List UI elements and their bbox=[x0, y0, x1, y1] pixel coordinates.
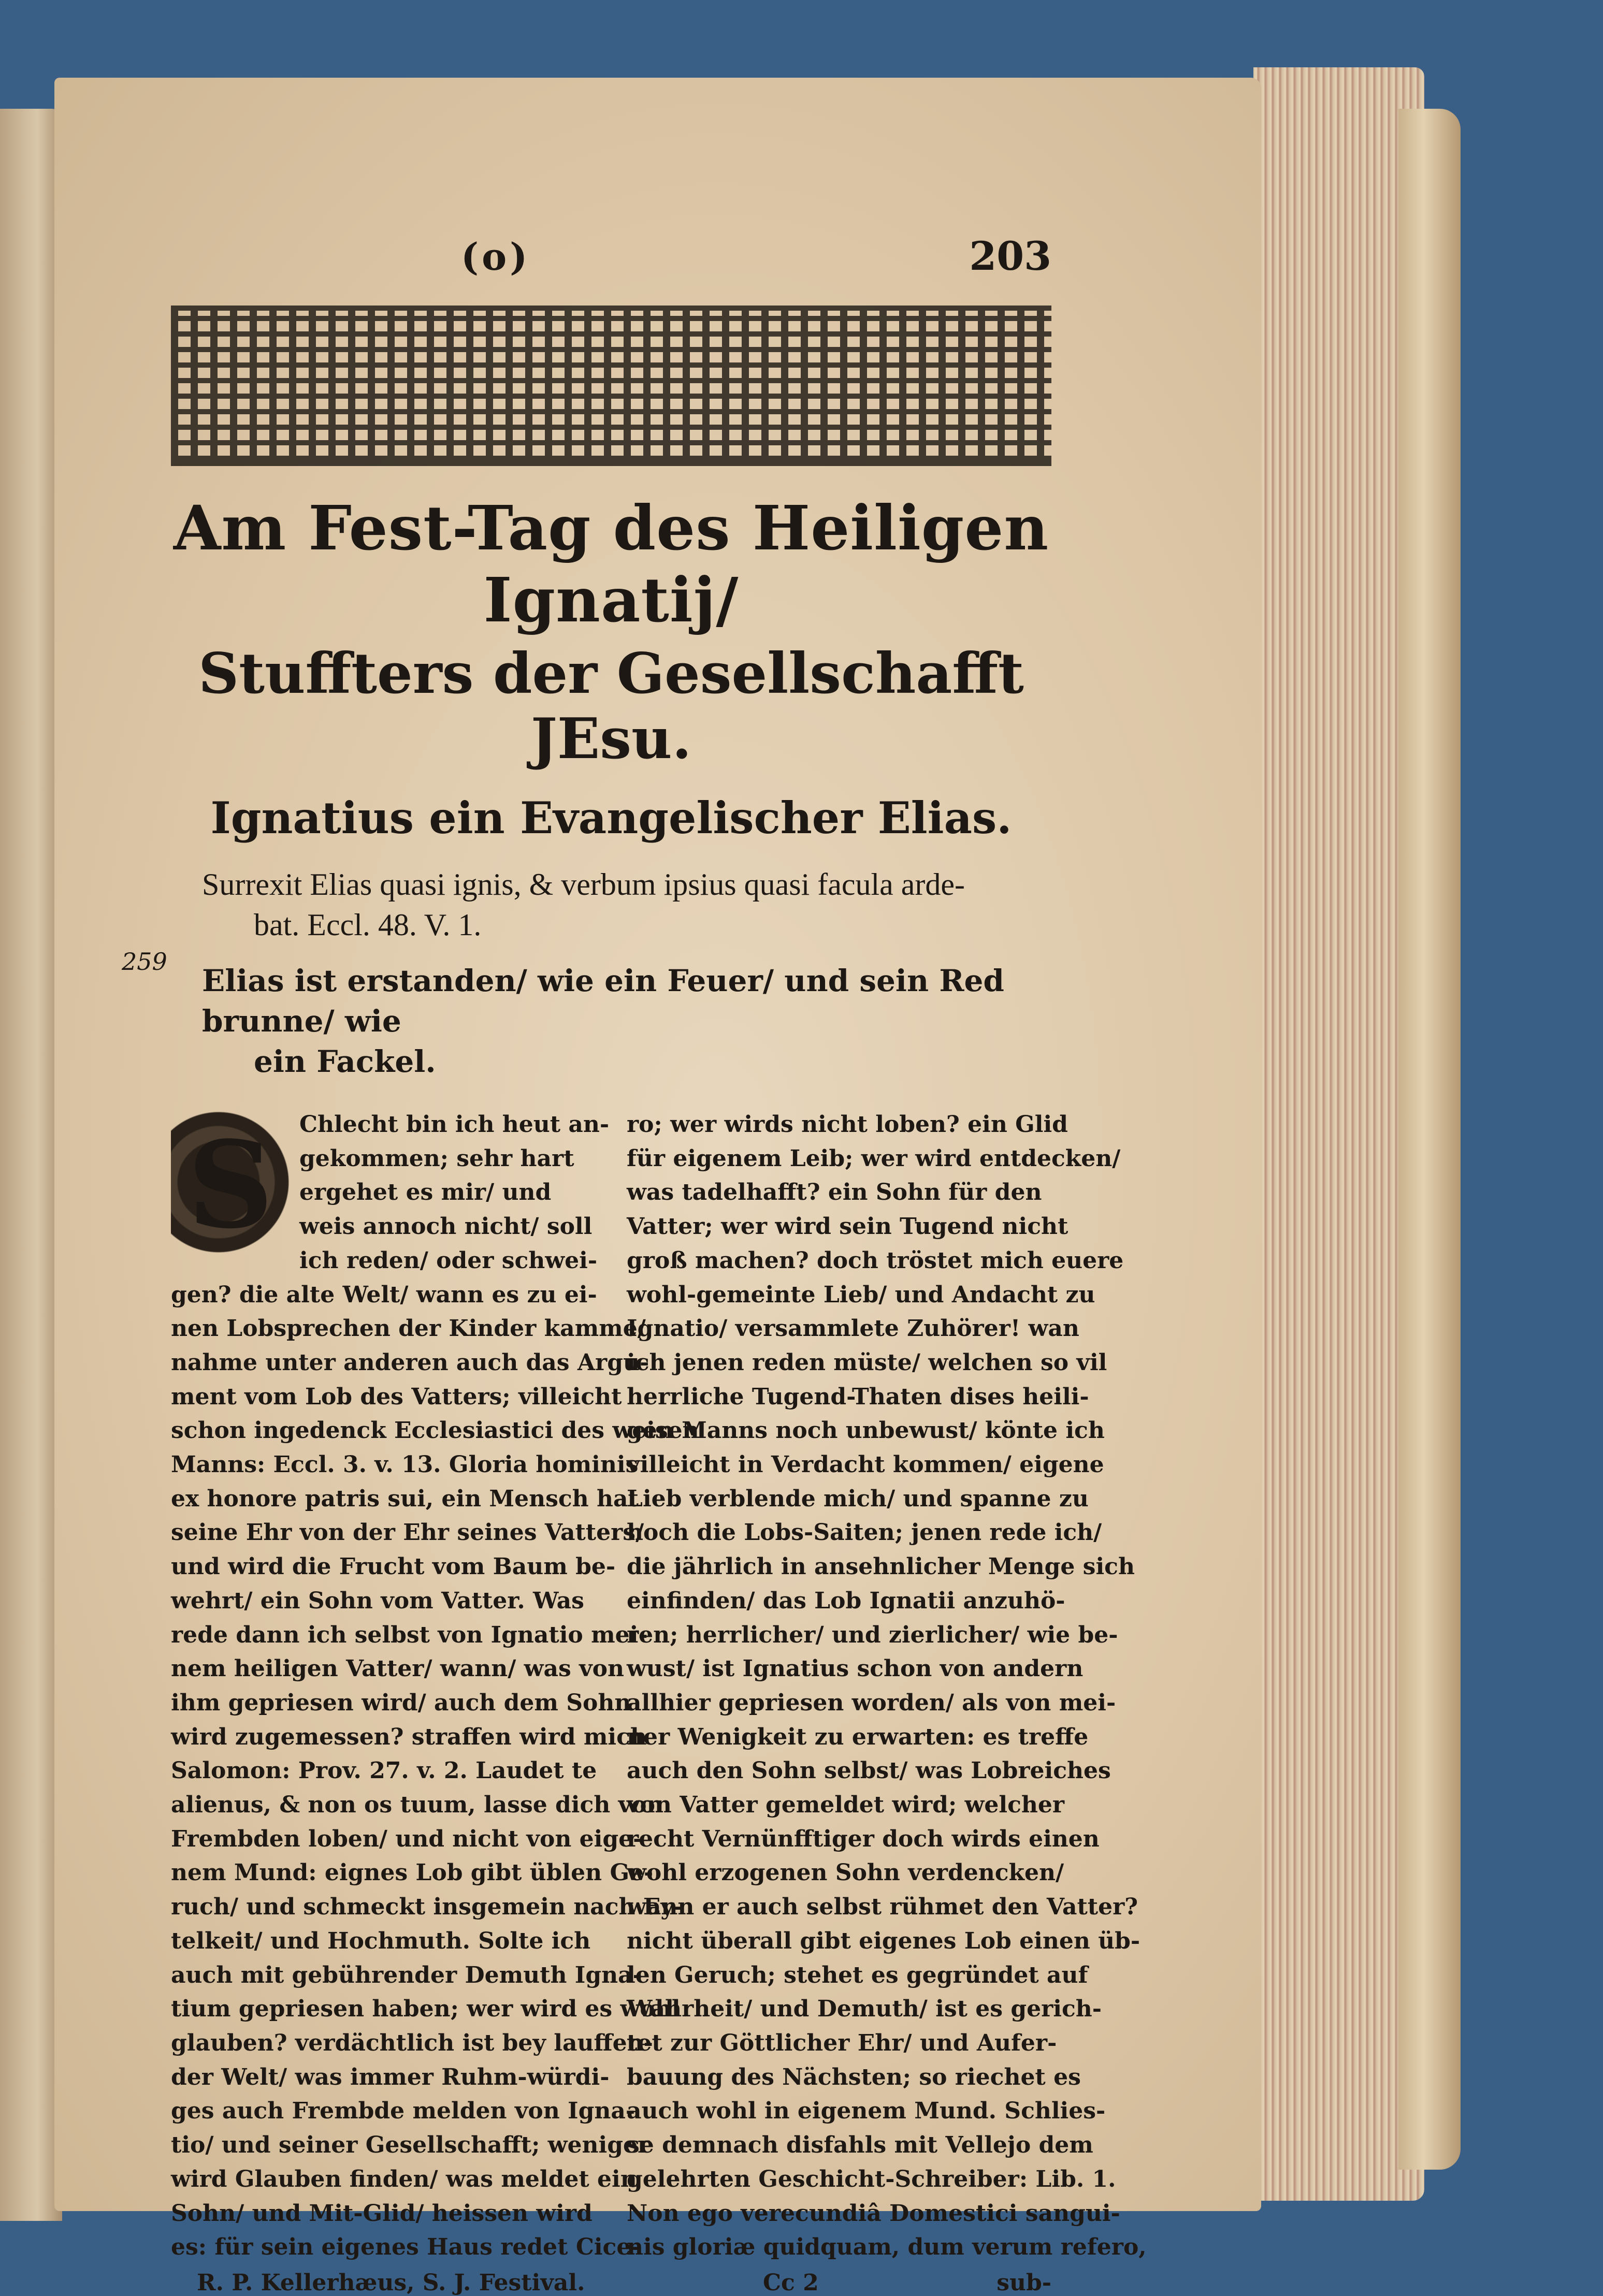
running-header bbox=[171, 233, 1051, 290]
german-motto-line: Elias ist erstanden/ wie ein Feuer/ und sein Red brunne/ wie bbox=[202, 963, 1004, 1039]
book-cover-edge bbox=[1398, 109, 1461, 2170]
text-line: Lieb verblende mich/ und spanne zu bbox=[627, 1485, 1089, 1512]
text-line: gelehrten Geschicht-Schreiber: Lib. 1. bbox=[627, 2166, 1116, 2192]
text-line: len Geruch; stehet es gegründet auf bbox=[627, 1961, 1088, 1988]
text-line: wann er auch selbst rühmet den Vatter? bbox=[627, 1894, 1138, 1921]
text-line: was tadelhafft? ein Sohn für den bbox=[627, 1179, 1042, 1206]
text-line: Salomon: Prov. 27. v. 2. Laudet te bbox=[171, 1757, 597, 1784]
signature-mark: Cc 2 bbox=[762, 2269, 819, 2296]
header-ornament-mark: (o) bbox=[461, 235, 531, 279]
text-line: alienus, & non os tuum, lasse dich von bbox=[171, 1792, 663, 1819]
decorative-ornament-band bbox=[171, 306, 1051, 466]
text-line: ich reden/ oder schwei- bbox=[299, 1247, 598, 1274]
catchword: sub- bbox=[997, 2269, 1051, 2296]
text-line: ment vom Lob des Vatters; villeicht bbox=[171, 1383, 622, 1410]
footer-signature: R. P. Kellerhæus, S. J. Festival. bbox=[197, 2269, 585, 2296]
text-line: ges auch Frembde melden von Igna- bbox=[171, 2098, 636, 2125]
text-line: bauung des Nächsten; so riechet es bbox=[627, 2064, 1081, 2090]
latin-motto-line: Surrexit Elias quasi ignis, & verbum ipsius quasi facula arde- bbox=[202, 867, 965, 902]
text-line: villeicht in Verdacht kommen/ eigene bbox=[627, 1451, 1104, 1478]
page-number: 203 bbox=[969, 233, 1051, 279]
text-line: Vatter; wer wird sein Tugend nicht bbox=[627, 1213, 1068, 1240]
text-line: wohl-gemeinte Lieb/ und Andacht zu bbox=[627, 1281, 1095, 1308]
right-column bbox=[627, 1108, 1147, 2264]
text-line: Manns: Eccl. 3. v. 13. Gloria hominis bbox=[171, 1451, 639, 1478]
text-line: nicht überall gibt eigenes Lob einen üb- bbox=[627, 1927, 1140, 1954]
text-line: tium gepriesen haben; wer wird es wohl bbox=[171, 1996, 681, 2023]
title-line-2: Stuffters der Gesellschafft JEsu. bbox=[198, 641, 1024, 772]
text-line: wust/ ist Ignatius schon von andern bbox=[627, 1655, 1084, 1682]
text-line: Wahrheit/ und Demuth/ ist es gerich- bbox=[627, 1996, 1102, 2023]
text-line: groß machen? doch tröstet mich euere bbox=[627, 1247, 1124, 1274]
text-line: nis gloriæ quidquam, dum verum refero, bbox=[627, 2234, 1147, 2261]
text-line: Frembden loben/ und nicht von eige- bbox=[171, 1825, 643, 1852]
text-line: wehrt/ ein Sohn vom Vatter. Was bbox=[171, 1587, 584, 1614]
text-line: Sohn/ und Mit-Glid/ heissen wird bbox=[171, 2200, 593, 2227]
text-line: gekommen; sehr hart bbox=[299, 1145, 574, 1172]
text-line: ruch/ und schmeckt insgemein nach Ey- bbox=[171, 1894, 684, 1921]
text-line: Chlecht bin ich heut an- bbox=[299, 1111, 610, 1138]
text-line: ergehet es mir/ und bbox=[299, 1179, 552, 1206]
text-line: wohl erzogenen Sohn verdencken/ bbox=[627, 1859, 1064, 1886]
text-line: hoch die Lobs-Saiten; jenen rede ich/ bbox=[627, 1519, 1102, 1546]
text-line: ihm gepriesen wird/ auch dem Sohn bbox=[171, 1689, 631, 1716]
text-line: herrliche Tugend-Thaten dises heili- bbox=[627, 1383, 1089, 1410]
page-content bbox=[171, 233, 1147, 2296]
decorated-initial: S bbox=[171, 1108, 290, 1273]
text-line: Non ego verecundiâ Domestici sangui- bbox=[627, 2200, 1120, 2227]
text-line: und wird die Frucht vom Baum be- bbox=[171, 1553, 616, 1580]
text-line: schon ingedenck Ecclesiastici des weisen bbox=[171, 1417, 699, 1444]
text-line: einfinden/ das Lob Ignatii anzuhö- bbox=[627, 1587, 1065, 1614]
margin-number: 259 bbox=[122, 948, 167, 976]
text-line: ner Wenigkeit zu erwarten: es treffe bbox=[627, 1723, 1089, 1750]
text-line: der Welt/ was immer Ruhm-würdi- bbox=[171, 2064, 610, 2090]
text-line: nem heiligen Vatter/ wann/ was von bbox=[171, 1655, 625, 1682]
text-line: nem Mund: eignes Lob gibt üblen Ge- bbox=[171, 1859, 654, 1886]
text-line: wird Glauben finden/ was meldet ein bbox=[171, 2166, 637, 2192]
text-line: ro; wer wirds nicht loben? ein Glid bbox=[627, 1111, 1068, 1138]
text-line: wird zugemessen? straffen wird mich bbox=[171, 1723, 647, 1750]
text-line: von Vatter gemeldet wird; welcher bbox=[627, 1792, 1065, 1819]
subtitle: Ignatius ein Evangelischer Elias. bbox=[210, 792, 1012, 844]
text-line: gen? die alte Welt/ wann es zu ei- bbox=[171, 1281, 597, 1308]
text-line: rede dann ich selbst von Ignatio mei- bbox=[171, 1621, 648, 1648]
text-line: auch den Sohn selbst/ was Lobreiches bbox=[627, 1757, 1111, 1784]
page-footer bbox=[171, 2270, 1051, 2296]
text-line: tet zur Göttlicher Ehr/ und Aufer- bbox=[627, 2029, 1057, 2056]
text-line: auch mit gebührender Demuth Igna- bbox=[171, 1961, 642, 1988]
text-line: ich jenen reden müste/ welchen so vil bbox=[627, 1349, 1107, 1376]
text-line: allhier gepriesen worden/ als von mei- bbox=[627, 1689, 1116, 1716]
left-page-edge bbox=[0, 109, 62, 2221]
text-line: es: für sein eigenes Haus redet Cice- bbox=[171, 2234, 641, 2261]
text-line: nahme unter anderen auch das Argu- bbox=[171, 1349, 649, 1376]
text-line: seine Ehr von der Ehr seines Vatters/ bbox=[171, 1519, 644, 1546]
latin-motto-line: bat. Eccl. 48. V. 1. bbox=[254, 908, 482, 942]
text-line: recht Vernünfftiger doch wirds einen bbox=[627, 1825, 1100, 1852]
text-line: die jährlich in ansehnlicher Menge sich bbox=[627, 1553, 1135, 1580]
text-line: Ignatio/ versammlete Zuhörer! wan bbox=[627, 1315, 1079, 1342]
text-line: weis annoch nicht/ soll bbox=[299, 1213, 593, 1240]
text-line: für eigenem Leib; wer wird entdecken/ bbox=[627, 1145, 1121, 1172]
left-column bbox=[171, 1108, 699, 2264]
text-line: se demnach disfahls mit Vellejo dem bbox=[627, 2132, 1093, 2159]
text-columns bbox=[171, 1108, 1147, 2264]
title-line-1: Am Fest-Tag des Heiligen Ignatij/ bbox=[173, 492, 1049, 636]
text-line: ex honore patris sui, ein Mensch hat bbox=[171, 1485, 639, 1512]
latin-motto bbox=[171, 864, 1051, 945]
text-line: auch wohl in eigenem Mund. Schlies- bbox=[627, 2098, 1106, 2125]
text-line: gen Manns noch unbewust/ könte ich bbox=[627, 1417, 1105, 1444]
text-line: telkeit/ und Hochmuth. Solte ich bbox=[171, 1927, 591, 1954]
text-line: nen Lobsprechen der Kinder kamme/ bbox=[171, 1315, 646, 1342]
german-motto-line: ein Fackel. bbox=[254, 1044, 436, 1079]
text-line: glauben? verdächtlich ist bey lauffen- bbox=[171, 2029, 653, 2056]
text-line: ren; herrlicher/ und zierlicher/ wie be- bbox=[627, 1621, 1118, 1648]
text-line: tio/ und seiner Gesellschafft; weniger bbox=[171, 2132, 650, 2159]
german-motto bbox=[171, 961, 1051, 1082]
